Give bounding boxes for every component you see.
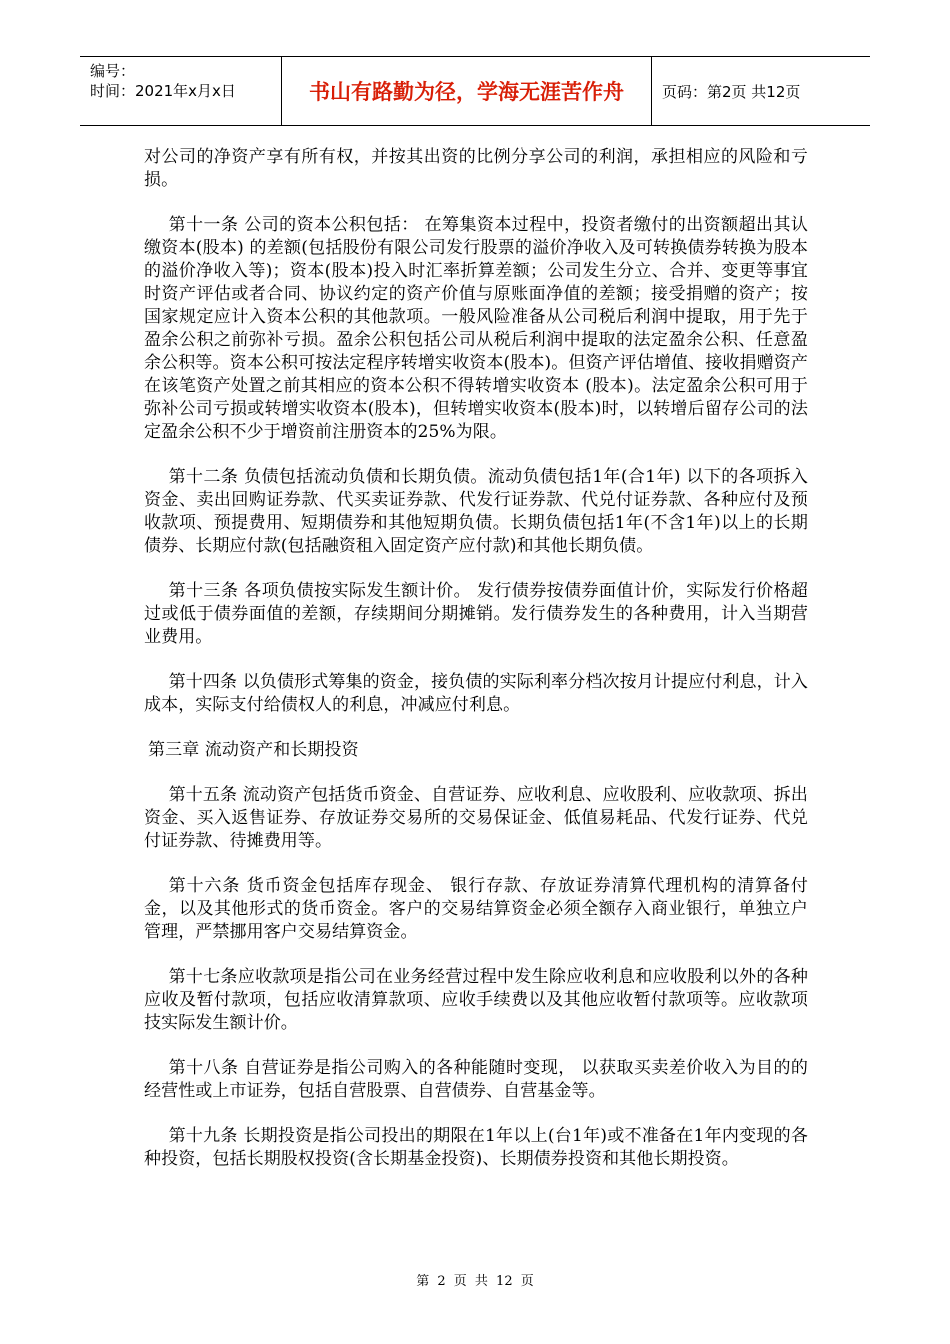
header-motto: 书山有路勤为径，学海无涯苦作舟: [282, 57, 652, 125]
header-page-info: 页码：第2页 共12页: [662, 82, 801, 101]
article-12: 第十二条 负债包括流动负债和长期负债。流动负债包括1年(合1年) 以下的各项拆入资金、卖出回购证券款、代买卖证券款、代发行证券款、代兑付证券款、各种应付及预收款项、预提费用、短期债券和其他短期负债。长期负债包括1年(不含1年)以上的长期债券、长期应付款(包括融资租入固定资产应付款)和其他长期负债。: [144, 467, 808, 556]
article-14: 第十四条 以负债形式筹集的资金，接负债的实际利率分档次按月计提应付利息，计入成本，实际支付给债权人的利息，冲减应付利息。: [144, 672, 808, 715]
document-body: [144, 146, 808, 1193]
article-17: 第十七条应收款项是指公司在业务经营过程中发生除应收利息和应收股利以外的各种应收及暂付款项，包括应收清算款项、应收手续费以及其他应收暂付款项等。应收款项技实际发生额计价。: [144, 967, 808, 1033]
paragraph: 对公司的净资产享有所有权，并按其出资的比例分享公司的利润，承担相应的风险和亏损。: [144, 147, 808, 190]
document-time: 时间：2021年x月x日: [90, 82, 236, 100]
chapter-heading: 第三章 流动资产和长期投资: [148, 740, 359, 760]
header-meta: [80, 57, 282, 125]
article-18: 第十八条 自营证券是指公司购入的各种能随时变现， 以获取买卖差价收入为目的的经营性或上市证券，包括自营股票、自营债券、自营基金等。: [144, 1058, 808, 1101]
article-11: 第十一条 公司的资本公积包括： 在筹集资本过程中，投资者缴付的出资额超出其认缴资本(股本) 的差额(包括股份有限公司发行股票的溢价净收入及可转换债券转换为股本的溢价净收入等)；资本(股本)投入时汇率折算差额；公司发生分立、合并、变更等事宜时资产评估或者合同、协议约定的资产价值与原账面净值的差额；接受捐赠的资产；按国家规定应计入资本公积的其他款项。一般风险准备从公司税后利润中提取，用于先于盈余公积之前弥补亏损。盈余公积包括公司从税后利润中提取的法定盈余公积、任意盈余公积等。资本公积可按法定程序转增实收资本(股本)。但资产评估增值、接收捐赠资产在该笔资产处置之前其相应的资本公积不得转增实收资本 (股本)。法定盈余公积可用于弥补公司亏损或转增实收资本(股本)，但转增实收资本(股本)时，以转增后留存公司的法定盈余公积不少于增资前注册资本的25%为限。: [144, 215, 808, 442]
page-header: [80, 56, 870, 126]
page-footer: 第 2 页 共 12 页: [416, 1274, 534, 1289]
article-19: 第十九条 长期投资是指公司投出的期限在1年以上(台1年)或不准备在1年内变现的各种投资，包括长期股权投资(含长期基金投资)、长期债券投资和其他长期投资。: [144, 1126, 808, 1169]
article-16: 第十六条 货币资金包括库存现金、 银行存款、存放证券清算代理机构的清算备付金，以及其他形式的货币资金。客户的交易结算资金必须全额存入商业银行，单独立户管理，严禁挪用客户交易结算资金。: [144, 876, 808, 942]
article-15: 第十五条 流动资产包括货币资金、自营证券、应收利息、应收股利、应收款项、拆出资金、买入返售证券、存放证券交易所的交易保证金、低值易耗品、代发行证券、代兑付证券款、待摊费用等。: [144, 785, 808, 851]
document-number-label: 编号：: [90, 62, 136, 80]
article-13: 第十三条 各项负债按实际发生额计价。 发行债券按债券面值计价，实际发行价格超过或低于债券面值的差额，存续期间分期摊销。发行债券发生的各种费用，计入当期营业费用。: [144, 581, 808, 647]
